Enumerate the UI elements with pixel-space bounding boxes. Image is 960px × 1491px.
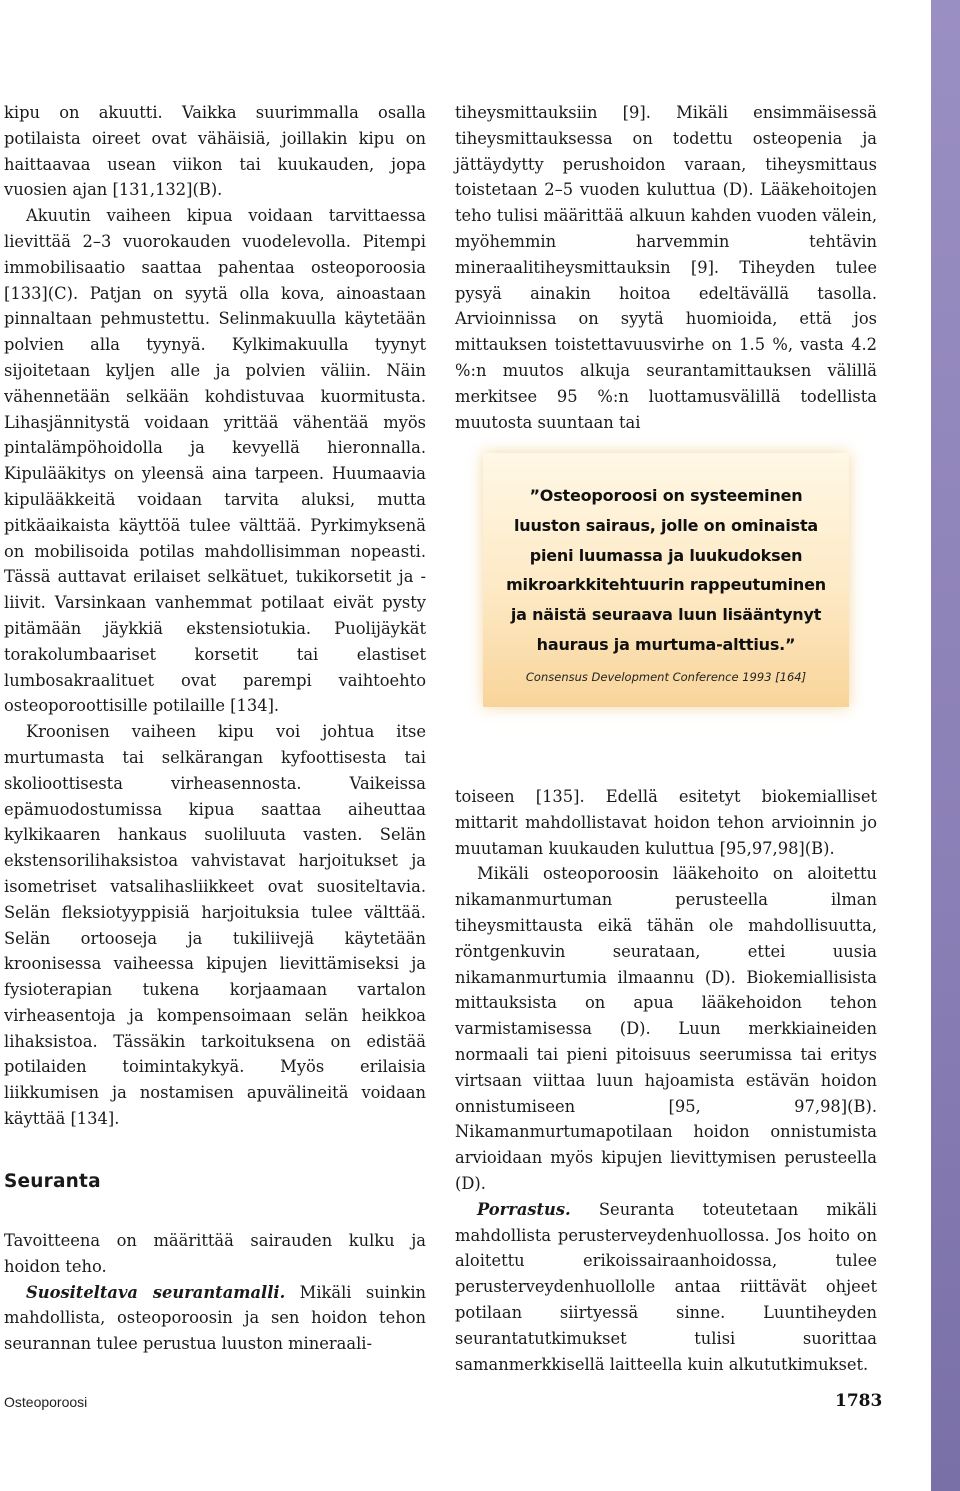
- side-color-stripe: [931, 0, 960, 1491]
- left-paragraph-4: Tavoitteena on määrittää sairauden kulku ja hoidon teho.: [4, 1231, 426, 1276]
- left-paragraph-2: Akuutin vaiheen kipua voidaan tarvittaessa lievittää 2–3 vuorokauden vuodelevolla. Pitempi immobilisaatio saattaa pahentaa osteoporoosia [133](C). Patjan on syytä olla kova, ainoastaan pinnaltaan pehmustettu. Selinmakuulla käytetään polvien alla tyynyä. Kylkimakuulla tyynyt sijoitetaan kyljen alle ja polvien väliin. Näin vähennetään selkään kohdistuvaa kuormitusta. Lihasjännitystä voidaan yrittää vähentää myös pintalämpöhoidolla ja kevyellä hieronnalla. Kipulääkitys on yleensä aina tarpeen. Huumaavia kipulääkkeitä voidaan tarvita aluksi, mutta pitkäaikaista käyttöä tulee välttää. Pyrkimyksenä on mobilisoida potilas mahdollisimman nopeasti. Tässä auttavat erilaiset selkätuet, tukikorsetit ja -liivit. Varsinkaan vanhemmat potilaat eivät pysty pitämään jäykkiä ekstensiotukia. Puolijäykät torakolumbaariset korsetit tai elastiset lumbosakraalituet ovat parempi vaihtoehto osteoporoottisille potilaille [134].: [4, 206, 426, 716]
- right-column-top: [455, 100, 877, 435]
- pull-quote-box: [483, 453, 849, 707]
- run-in-heading-seurantamalli: Suositeltava seurantamalli.: [26, 1282, 286, 1302]
- left-paragraph-3: Kroonisen vaiheen kipu voi johtua itse murtumasta tai selkärangan kyfoottisesta tai skolioottisesta virheasennosta. Vaikeissa epämuodostumissa kipua saattaa aiheuttaa kylkikaaren hankaus suoliluuta vasten. Selän ekstensorilihaksistoa vahvistavat harjoitukset ja isometriset vatsalihasliikkeet ovat suositeltavia. Selän fleksiotyyppisiä harjoituksia tulee välttää. Selän ortooseja ja tukiliivejä käytetään kroonisessa vaiheessa kipujen lievittämiseksi ja fysioterapian tukena korjaamaan vartalon virheasentoja ja kompensoimaan selän heikkoa lihaksistoa. Tässäkin tarkoituksena on edistää potilaiden toimintakykyä. Myös erilaisia liikkumisen ja nostamisen apuvälineitä voidaan käyttää [134].: [4, 722, 426, 1129]
- left-column: [4, 100, 426, 1132]
- right-column-bottom: [455, 784, 877, 1377]
- right-paragraph-3: Mikäli osteoporoosin lääkehoito on aloitettu nikamanmurtuman perusteella ilman tiheysmittausta eikä tähän ole mahdollisuutta, röntgenkuvin seurataan, ettei uusia nikamanmurtumia ilmaannu (D). Biokemiallisista mittauksista on apua lääkehoidon tehon varmistamisessa (D). Luun merkkiaineiden normaali tai pieni pitoisuus seerumissa tai eritys virtsaan viittaa luun hajoamista estävän hoidon onnistumiseen [95, 97,98](B). Nikamanmurtumapotilaan hoidon onnistumista arvioidaan myös kipujen lievittymisen perusteella (D).: [455, 864, 877, 1193]
- right-paragraph-2: toiseen [135]. Edellä esitetyt biokemialliset mittarit mahdollistavat hoidon tehon arvioinnin jo muutaman kuukauden kuluttua [95,97,98](B).: [455, 787, 877, 858]
- left-paragraph-1: kipu on akuutti. Vaikka suurimmalla osalla potilaista oireet ovat vähäisiä, joillakin kipu on haittaavaa usean viikon tai kuukauden, jopa vuosien ajan [131,132](B).: [4, 103, 426, 200]
- footer-journal-name: Osteoporoosi: [4, 1394, 88, 1410]
- left-paragraph-5: [4, 1280, 426, 1357]
- left-column-after-heading: [4, 1228, 426, 1357]
- right-paragraph-1: tiheysmittauksiin [9]. Mikäli ensimmäisessä tiheysmittauksessa on todettu osteopenia ja jättäydytty perushoidon varaan, tiheysmittaus toistetaan 2–5 vuoden kuluttua (D). Lääkehoitojen teho tulisi määrittää alkuun kahden vuoden välein, myöhemmin harvemmin tehtävin mineraalitiheysmittauksin [9]. Tiheyden tulee pysyä ainakin hoitoa edeltävällä tasolla. Arvioinnissa on syytä huomioida, että jos mittauksen toistettavuusvirhe on 1.5 %, vasta 4.2 %:n muutos alkuja seurantamittauksen välillä merkitsee 95 %:n luottamusvälillä todellista muutosta suuntaan tai: [455, 103, 877, 432]
- right-paragraph-4: [455, 1197, 877, 1378]
- section-heading-seuranta: Seuranta: [4, 1171, 101, 1192]
- left-paragraph-5-text: Mikäli suinkin mahdollista, osteoporoosin ja sen hoidon tehon seurannan tulee perustua luuston mineraali-: [4, 1282, 427, 1354]
- pull-quote-source: Consensus Development Conference 1993 [164]: [525, 669, 807, 684]
- right-paragraph-4-text: Seuranta toteutetaan mikäli mahdollista perusterveydenhuollossa. Jos hoito on aloitettu erikoissairaanhoidossa, tulee perusterveydenhuollolle antaa riittävät ohjeet potilaan siirtyessä sinne. Luuntiheyden seurantatutkimukset tulisi suorittaa samanmerkkisellä laitteella kuin alkututkimukset.: [455, 1199, 877, 1374]
- pull-quote-text: ”Osteoporoosi on systeeminen luuston sairaus, jolle on ominaista pieni luumassa ja luukudoksen mikroarkkitehtuurin rappeutuminen ja näistä seuraava luun lisääntynyt hauraus ja murtuma-alttius.”: [506, 486, 826, 654]
- footer-page-number: 1783: [835, 1391, 883, 1411]
- run-in-heading-porrastus: Porrastus.: [477, 1199, 571, 1219]
